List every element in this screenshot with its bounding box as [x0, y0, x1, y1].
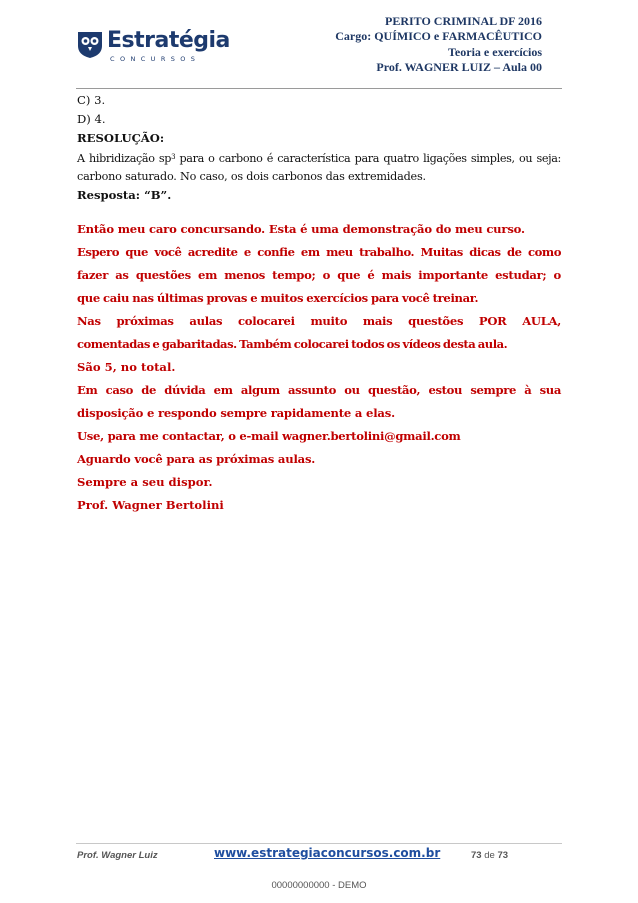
page-separator: de — [481, 850, 498, 861]
page-body — [77, 91, 561, 517]
page-number — [471, 850, 508, 861]
message-line: Em caso de dúvida em algum assunto ou questão, estou sempre à sua — [77, 383, 561, 397]
message-line: Sempre a seu dispor. — [77, 475, 213, 489]
option-c: C) 3. — [77, 93, 106, 107]
message-line: São 5, no total. — [77, 360, 176, 374]
header-professor: Prof. WAGNER LUIZ – Aula 00 — [376, 60, 542, 75]
header-subtitle: Teoria e exercícios — [448, 44, 542, 59]
page-current: 73 — [471, 850, 482, 861]
estrategia-logo — [77, 28, 247, 68]
footer-website-link[interactable]: www.estrategiaconcursos.com.br — [214, 846, 441, 860]
message-line: comentadas e gabaritadas. Também colocarei todos os vídeos desta aula. — [77, 337, 508, 351]
resolution-text: para o carbono é característica para quatro ligações simples, ou seja: — [175, 152, 561, 165]
footer-divider — [76, 843, 562, 844]
message-line: fazer as questões em menos tempo; o que é mais importante estudar; o — [77, 268, 561, 282]
message-line: que caiu nas últimas provas e muitos exercícios para você treinar. — [77, 291, 479, 305]
message-line: Aguardo você para as próximas aulas. — [77, 452, 316, 466]
brand-name: Estratégia — [107, 28, 230, 53]
message-line: Nas próximas aulas colocarei muito mais questões POR AULA, — [77, 314, 561, 328]
owl-shield-icon — [77, 30, 103, 58]
header-cargo: Cargo: QUÍMICO e FARMACÊUTICO — [335, 29, 542, 44]
resolution-text: A hibridização sp — [77, 152, 172, 165]
message-line: Então meu caro concursando. Esta é uma demonstração do meu curso. — [77, 222, 525, 236]
demo-watermark: 00000000000 - DEMO — [271, 880, 367, 891]
spacer — [77, 205, 561, 218]
signature-line: Prof. Wagner Bertolini — [77, 498, 224, 512]
page-total: 73 — [497, 850, 509, 861]
superscript: 3 — [171, 153, 176, 161]
message-line: Espero que você acredite e confie em meu trabalho. Muitas dicas de como — [77, 245, 561, 259]
brand-subtitle: CONCURSOS — [110, 55, 201, 63]
document-header — [335, 14, 542, 76]
header-course: PERITO CRIMINAL DF 2016 — [384, 14, 542, 28]
option-d: D) 4. — [77, 112, 106, 126]
message-line: disposição e respondo sempre rapidamente a elas. — [77, 406, 395, 420]
footer-author: Prof. Wagner Luiz — [77, 850, 158, 861]
resolution-heading: RESOLUÇÃO: — [77, 131, 165, 145]
resolution-line-2: carbono saturado. No caso, os dois carbonos das extremidades. — [77, 170, 426, 183]
answer-line: Resposta: “B”. — [77, 188, 172, 202]
header-divider — [76, 88, 562, 89]
message-line: Use, para me contactar, o e-mail wagner.bertolini@gmail.com — [77, 429, 461, 443]
resolution-line-1 — [77, 148, 561, 167]
